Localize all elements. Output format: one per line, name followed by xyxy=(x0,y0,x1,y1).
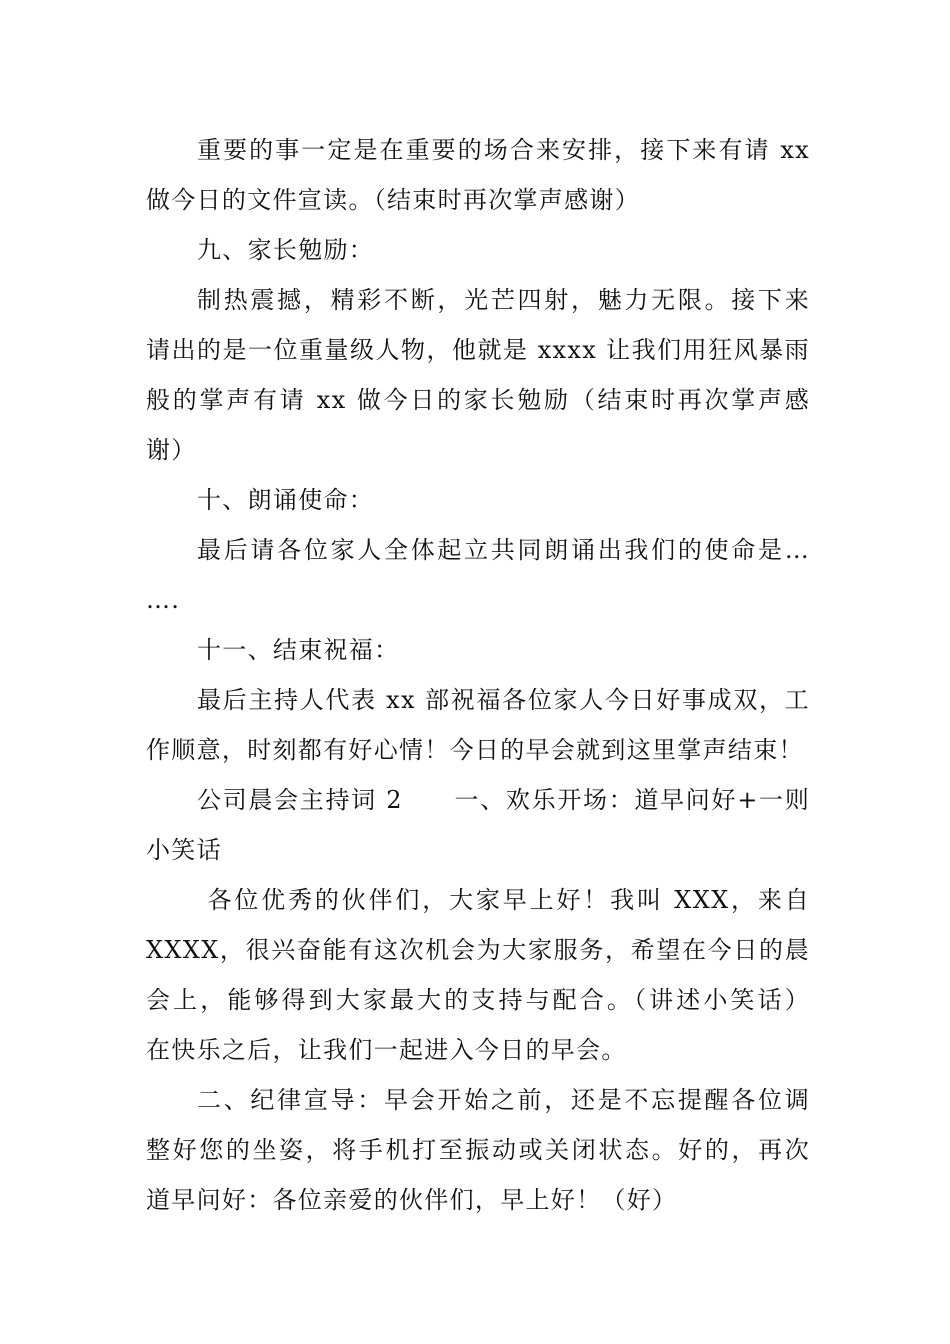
body-text-line: 最后主持人代表 xx 部祝福各位家人今日好事成双，工 xyxy=(197,686,810,714)
section-heading: 十一、结束祝福： xyxy=(197,636,400,664)
body-text-line: 小笑话 xyxy=(146,836,222,864)
body-text-line: 作顺意，时刻都有好心情！今日的早会就到这里掌声结束！ xyxy=(146,736,804,764)
body-text-line: 二、纪律宣导：早会开始之前，还是不忘提醒各位调 xyxy=(197,1086,810,1114)
section-heading: 九、家长勉励： xyxy=(197,236,375,264)
body-text-line: XXXX，很兴奋能有这次机会为大家服务，希望在今日的晨 xyxy=(146,936,810,964)
body-text-line: 重要的事一定是在重要的场合来安排，接下来有请 xx xyxy=(197,136,810,164)
body-text-line: 请出的是一位重量级人物，他就是 xxxx 让我们用狂风暴雨 xyxy=(146,336,810,364)
body-text-line: 各位优秀的伙伴们，大家早上好！我叫 XXX，来自 xyxy=(197,886,810,914)
body-text-line: 般的掌声有请 xx 做今日的家长勉励（结束时再次掌声感 xyxy=(146,386,810,414)
body-text-line: 会上，能够得到大家最大的支持与配合。（讲述小笑话） xyxy=(146,986,810,1014)
body-text-line: 最后请各位家人全体起立共同朗诵出我们的使命是… xyxy=(197,536,810,564)
body-text-line: 在快乐之后，让我们一起进入今日的早会。 xyxy=(146,1036,627,1064)
body-text-line: 道早问好：各位亲爱的伙伴们，早上好！（好） xyxy=(146,1186,678,1214)
section-heading: 十、朗诵使命： xyxy=(197,486,375,514)
body-text-line: …. xyxy=(146,586,181,614)
body-text-line: 整好您的坐姿，将手机打至振动或关闭状态。好的，再次 xyxy=(146,1136,810,1164)
body-text-line: 制热震撼，精彩不断，光芒四射，魅力无限。接下来 xyxy=(197,286,810,314)
body-text-line: 谢） xyxy=(146,436,197,464)
body-text-line: 公司晨会主持词 2 一、欢乐开场：道早问好+一则 xyxy=(197,786,810,814)
body-text-line: 做今日的文件宣读。（结束时再次掌声感谢） xyxy=(146,186,640,214)
